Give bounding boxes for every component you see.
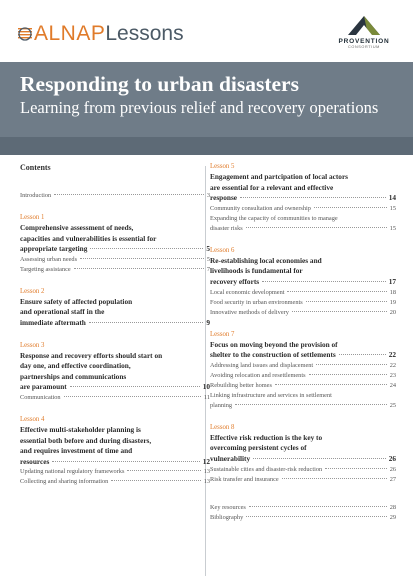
lesson-label: Lesson 7 xyxy=(210,330,235,338)
page-subtitle: Learning from previous relief and recovery operations xyxy=(20,98,379,117)
toc-entry[interactable]: Sustainable cities and disaster-risk reduction 26 xyxy=(210,465,396,473)
toc-entry[interactable]: resources 12 xyxy=(20,456,210,466)
toc-entry[interactable]: Addressing land issues and displacement 22 xyxy=(210,361,396,369)
toc-lesson-5: Lesson 5 Engagement and partcipation of local actors are essential for a relevant and effective response 14 Community consultation and ownership 15 Expanding the capacity of communities to manage disaster risks 15 xyxy=(210,163,396,232)
toc-entry[interactable]: Community consultation and ownership 15 xyxy=(210,204,396,212)
lesson-label: Lesson 3 xyxy=(20,341,45,349)
toc-entry[interactable]: Avoiding relocation and resettlements 23 xyxy=(210,371,396,379)
toc-entry[interactable]: Assessing urban needs 5 xyxy=(20,255,210,263)
toc-lesson-1: Lesson 1 Comprehensive assessment of needs, capacities and vulnerabilities is essential for appropriate targeting 5 Assessing urban needs 5 Targeting assistance 7 xyxy=(20,214,210,273)
toc-extras xyxy=(210,503,396,523)
toc-entry[interactable]: Introduction 3 xyxy=(20,192,210,199)
toc-entry[interactable]: disaster risks 15 xyxy=(210,224,396,232)
partner-sub: CONSORTIUM xyxy=(348,45,380,49)
toc-lesson-7: Lesson 7 Focus on moving beyond the provision of shelter to the construction of settlements 22 Addressing land issues and displacement 22 Avoiding relocation and resettlements 23 Rebuilding better homes 24 Linking infrastructure and services in settlement planning 25 xyxy=(210,330,396,409)
alnap-logo-icon xyxy=(18,26,32,42)
toc-entry[interactable]: shelter to the construction of settlements 22 xyxy=(210,350,396,360)
partner-name: PROVENTION xyxy=(338,38,390,45)
toc-entry[interactable]: Food security in urban environments 19 xyxy=(210,298,396,306)
page-header xyxy=(0,0,413,62)
toc-entry[interactable]: Local economic development 18 xyxy=(210,288,396,296)
lesson-label: Lesson 8 xyxy=(210,423,235,431)
banner-stripe xyxy=(0,137,413,155)
toc-lesson-4: Lesson 4 Effective multi-stakeholder planning is essential both before and during disasters, and requires investment of time and resources 12 Updating national regulatory frameworks 13 Collecting and sharing information 13 xyxy=(20,415,210,486)
brand-lessons: Lessons xyxy=(105,22,184,45)
mountain-icon xyxy=(346,14,382,36)
lesson-label: Lesson 2 xyxy=(20,287,45,295)
toc-entry[interactable]: immediate aftermath 9 xyxy=(20,317,210,327)
title-banner xyxy=(0,62,413,155)
contents-right-column xyxy=(210,163,396,536)
toc-entry[interactable]: response 14 xyxy=(210,193,396,203)
lesson-label: Lesson 4 xyxy=(20,415,45,423)
toc-entry[interactable]: Targeting assistance 7 xyxy=(20,265,210,273)
contents-left-column xyxy=(20,163,210,500)
lesson-label: Lesson 5 xyxy=(210,163,235,170)
toc-lesson-8: Lesson 8 Effective risk reduction is the key to overcoming persistent cycles of vulnerability 26 Sustainable cities and disaster-risk reduction 26 Risk transfer and insurance 27 xyxy=(210,423,396,483)
toc-entry[interactable]: appropriate targeting 5 xyxy=(20,244,210,254)
page-title: Responding to urban disasters xyxy=(20,72,299,96)
toc-entry[interactable]: Risk transfer and insurance 27 xyxy=(210,475,396,483)
toc-entry[interactable]: Bibliography 29 xyxy=(210,513,396,521)
toc-entry[interactable]: Key resources 28 xyxy=(210,503,396,511)
provention-logo xyxy=(329,14,399,49)
toc-entry[interactable]: recovery efforts 17 xyxy=(210,276,396,286)
toc-entry[interactable]: are paramount 10 xyxy=(20,382,210,392)
toc-entry[interactable]: Innovative methods of delivery 20 xyxy=(210,308,396,316)
toc-intro xyxy=(20,191,210,201)
toc-lesson-2: Lesson 2 Ensure safety of affected population and operational staff in the immediate aftermath 9 xyxy=(20,287,210,327)
toc-lesson-3: Lesson 3 Response and recovery efforts should start on day one, and effective coordination, partnerships and communications are paramount 10 Communication 11 xyxy=(20,341,210,401)
toc-entry[interactable]: Updating national regulatory frameworks 13 xyxy=(20,468,210,476)
toc-entry[interactable]: Collecting and sharing information 13 xyxy=(20,478,210,486)
contents-heading: Contents xyxy=(20,163,51,172)
toc-lesson-6: Lesson 6 Re-establishing local economies and livelihoods is fundamental for recovery efforts 17 Local economic development 18 Food security in urban environments 19 Innovative methods of delivery 20 xyxy=(210,246,396,316)
toc-entry[interactable]: vulnerability 26 xyxy=(210,453,396,463)
lesson-label: Lesson 1 xyxy=(20,214,45,221)
brand-alnap: ALNAP xyxy=(34,22,106,45)
alnap-lessons-logo xyxy=(18,22,184,46)
toc-entry[interactable]: planning 25 xyxy=(210,401,396,409)
lesson-label: Lesson 6 xyxy=(210,246,235,254)
toc-entry[interactable]: Rebuilding better homes 24 xyxy=(210,381,396,389)
toc-entry[interactable]: Communication 11 xyxy=(20,393,210,401)
